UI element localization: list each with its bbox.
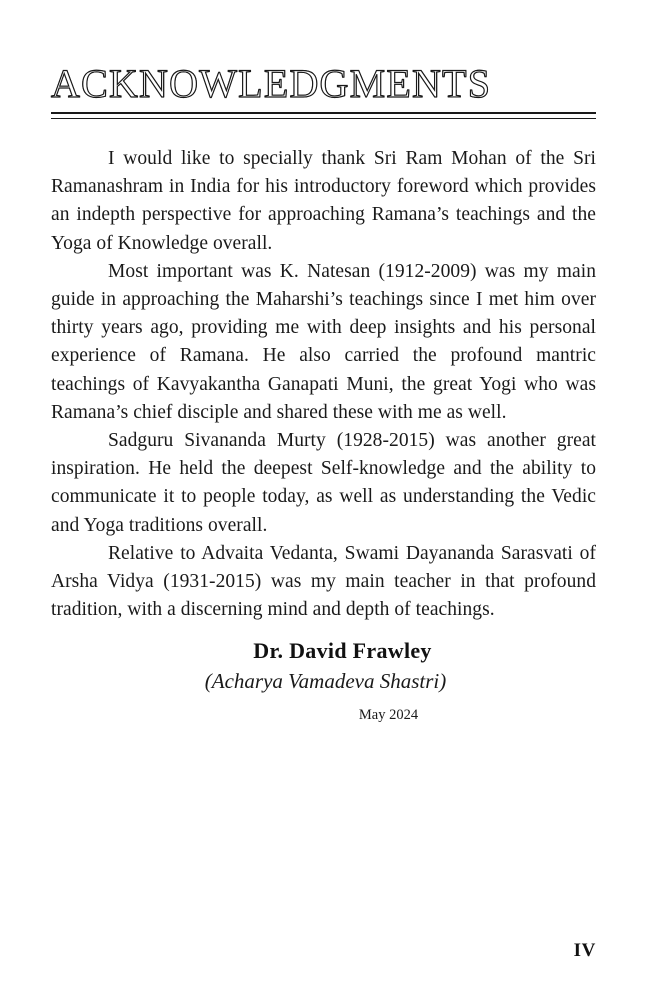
signature-block: [51, 636, 596, 728]
signature-author-name: Dr. David Frawley: [253, 638, 432, 663]
paragraph: Relative to Advaita Vedanta, Swami Dayananda Sarasvati of Arsha Vidya (1931-2015) was my main teacher in that profound tradition, with a discerning mind and depth of teachings.: [51, 542, 596, 621]
signature-date: May 2024: [358, 707, 419, 723]
paragraph: Most important was K. Natesan (1912-2009) was my main guide in approaching the Maharshi’s teachings since I met him over thirty years ago, providing me with deep insights and his personal experience of Ramana. He also carried the profound mantric teachings of Kavyakantha Ganapati Muni, the great Yogi who was Ramana’s chief disciple and shared these with me as well.: [51, 260, 596, 423]
page-number: IV: [573, 940, 596, 961]
body-text: [51, 145, 596, 624]
title-block: [51, 62, 596, 119]
paragraph: Sadguru Sivananda Murty (1928-2015) was another great inspiration. He held the deepest Self-knowledge and the ability to communicate it to people today, as well as understanding the Vedic and Yoga traditions overall.: [51, 430, 596, 536]
paragraph: I would like to specially thank Sri Ram Mohan of the Sri Ramanashram in India for his introductory foreword which provides an indepth perspective for approaching Ramana’s teachings and the Yoga of Knowledge overall.: [51, 148, 596, 254]
divider-rule-lower: [51, 118, 596, 119]
page-title: ACKNOWLEDGMENTS: [51, 61, 492, 106]
signature-author-title: (Acharya Vamadeva Shastri): [204, 669, 447, 693]
title-divider: [51, 112, 596, 119]
